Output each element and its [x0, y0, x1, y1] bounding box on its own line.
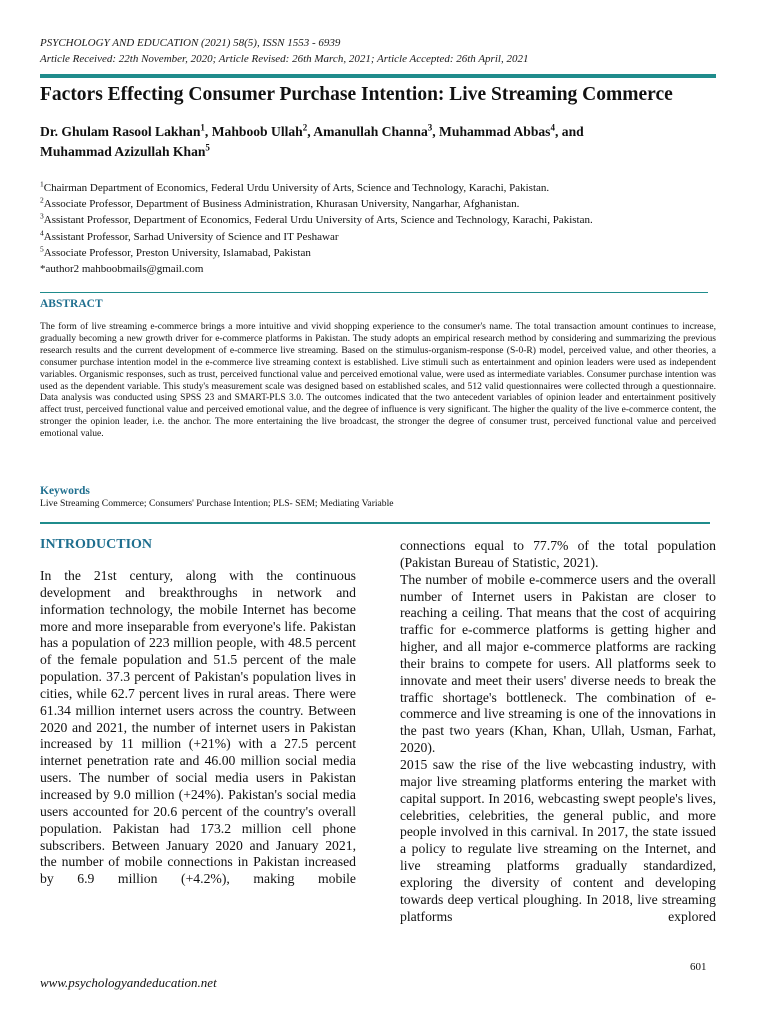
author-name: Dr. Ghulam Rasool Lakhan — [40, 124, 201, 139]
affiliation-item: $^5$Associate Professor, Preston University, Islamabad, Pakistan — [40, 244, 311, 259]
author-name: Amanullah Channa — [313, 124, 428, 139]
body-column-left — [40, 568, 356, 888]
abstract-text: The form of live streaming e-commerce brings a more intuitive and vivid shopping experience to the consumer's name. The total transaction amount continues to increase, gradually becoming a new growth driver for e-commerce platforms in Pakistan. The study adopts an empirical research method by considering and summarizing the previous research results and the current development of e-commerce live streaming. Based on the stimulus-organism-response (S-0-R) model, perceived value, and other theories, a consumer purchase intention model in the e-commerce live streaming context is established. Live stimuli such as entertainment and opinion leaders were used as independent variables. Organismic responses, such as trust, perceived functional value and perceived emotional value, were used as intermediate variables. Consumer purchase intention was used as the dependent variable. This study's measurement scale was designed based on established scales, and 512 valid questionnaires were collected through a questionnaire. Data analysis was conducted using SPSS 23 and SMART-PLS 3.0. The outcomes indicated that the two antecedent variables of opinion leader and entertainment positively affect trust, perceived functional value and perceived emotional value, and the degree of influence is very significant. The higher the quality of the live e-commerce content, the stronger the opinion leader, i.e. the anchor. The more entertaining the live broadcast, the stronger the degree of consumer trust, perceived functional value and perceived emotional value. — [40, 321, 716, 440]
author-name: Muhammad Azizullah Khan — [40, 144, 206, 159]
author-superscript: 3 — [427, 122, 433, 133]
affiliation-item: $^4$Assistant Professor, Sarhad University of Science and IT Peshawar — [40, 227, 339, 243]
affiliation-item: $^2$Associate Professor, Department of Business Administration, Khurasan University, Nangarhar, Afghanistan. — [40, 195, 520, 211]
keywords-text: Live Streaming Commerce; Consumers' Purchase Intention; PLS- SEM; Mediating Variable — [40, 498, 394, 509]
paragraph: The number of mobile e-commerce users and the overall number of Internet users in Pakistan are closer to reaching a ceiling. That means that the cost of acquiring traffic for e-commerce platforms is getting higher and higher, and all major e-commerce platforms are racking their brains to compete for users. All platforms seek to innovate and meet their users' diverse needs to break the traffic shortage's bottleneck. The combination of e-commerce and live streaming is one of the innovations in the past two years (Khan, Khan, Ullah, Usman, Farhat, 2020). — [400, 571, 716, 756]
corresponding-author-email: *author2 mahboobmails@gmail.com — [40, 263, 204, 276]
page-number: 601 — [690, 961, 707, 973]
affiliation-item: $^3$Assistant Professor, Department of Economics, Federal Urdu University of Arts, Science and Technology, Karachi, Pakistan. — [40, 211, 593, 227]
author-list: Dr. Ghulam Rasool Lakhan$^1$, Mahboob Ullah$^2$, Amanullah Channa$^3$, Muhammad Abbas$^4$, and Muhammad Azizullah Khan$^5$ — [40, 122, 584, 159]
introduction-heading: INTRODUCTION — [40, 537, 153, 552]
article-dates: Article Received: 22th November, 2020; Article Revised: 26th March, 2021; Article Accepted: 26th April, 2021 — [40, 53, 529, 65]
author-superscript: 2 — [302, 122, 308, 133]
author-superscript: 4 — [550, 122, 555, 133]
abstract-divider — [40, 292, 708, 293]
journal-citation: PSYCHOLOGY AND EDUCATION (2021) 58(5), ISSN 1553 - 6939 — [40, 37, 341, 49]
keywords-heading: Keywords — [40, 485, 90, 497]
paragraph: 2015 saw the rise of the live webcasting industry, with major live streaming platforms entering the market with capital support. In 2016, webcasting swept people's lives, celebrities, celebrities, the general public, and more people involved in this carnival. In 2017, the state issued a policy to regulate live streaming on the Internet, and live streaming platforms gradually standardized, exploring the diversity of content and developing towards deep vertical ploughing. In 2018, live streaming platforms explored — [400, 756, 716, 924]
body-column-right — [400, 538, 716, 925]
affiliation-list — [40, 180, 730, 277]
abstract-heading: ABSTRACT — [40, 298, 103, 310]
author-name: Mahboob Ullah — [211, 124, 303, 139]
journal-website: www.psychologyandeducation.net — [40, 975, 217, 990]
author-superscript: 5 — [205, 142, 210, 153]
author-superscript: 1 — [200, 122, 205, 133]
paragraph: In the 21st century, along with the continuous development and breakthroughs in network and information technology, the mobile Internet has become more and more inseparable from everyone's life. Pakistan has a population of 223 million people, with 48.5 percent of the female population and 51.5 percent of the male population. 37.3 percent of Pakistan's population lives in cities, while 62.7 percent lives in rural areas. There were 61.34 million internet users across the country. Between 2020 and 2021, the number of internet users in Pakistan increased by 11 million (+21%) with a 27.5 percent internet penetration rate and 46.00 million social media users. The number of social media users in Pakistan increased by 9.0 million (+24%). Pakistan's social media users accounted for 20.6 percent of the country's overall population. Pakistan had 173.2 million cell phone subscribers. Between January 2020 and January 2021, the number of mobile connections in Pakistan increased by 6.9 million (+4.2%), making mobile — [40, 568, 356, 887]
paragraph: connections equal to 77.7% of the total population (Pakistan Bureau of Statistic, 2021). — [400, 538, 716, 570]
header-divider — [40, 74, 716, 78]
affiliation-item: $^1$Chairman Department of Economics, Federal Urdu University of Arts, Science and Technology, Karachi, Pakistan. — [40, 179, 550, 194]
article-title: Factors Effecting Consumer Purchase Intention: Live Streaming Commerce — [40, 84, 673, 105]
author-name: Muhammad Abbas — [439, 124, 551, 139]
section-divider — [40, 522, 710, 524]
journal-header — [40, 35, 528, 67]
